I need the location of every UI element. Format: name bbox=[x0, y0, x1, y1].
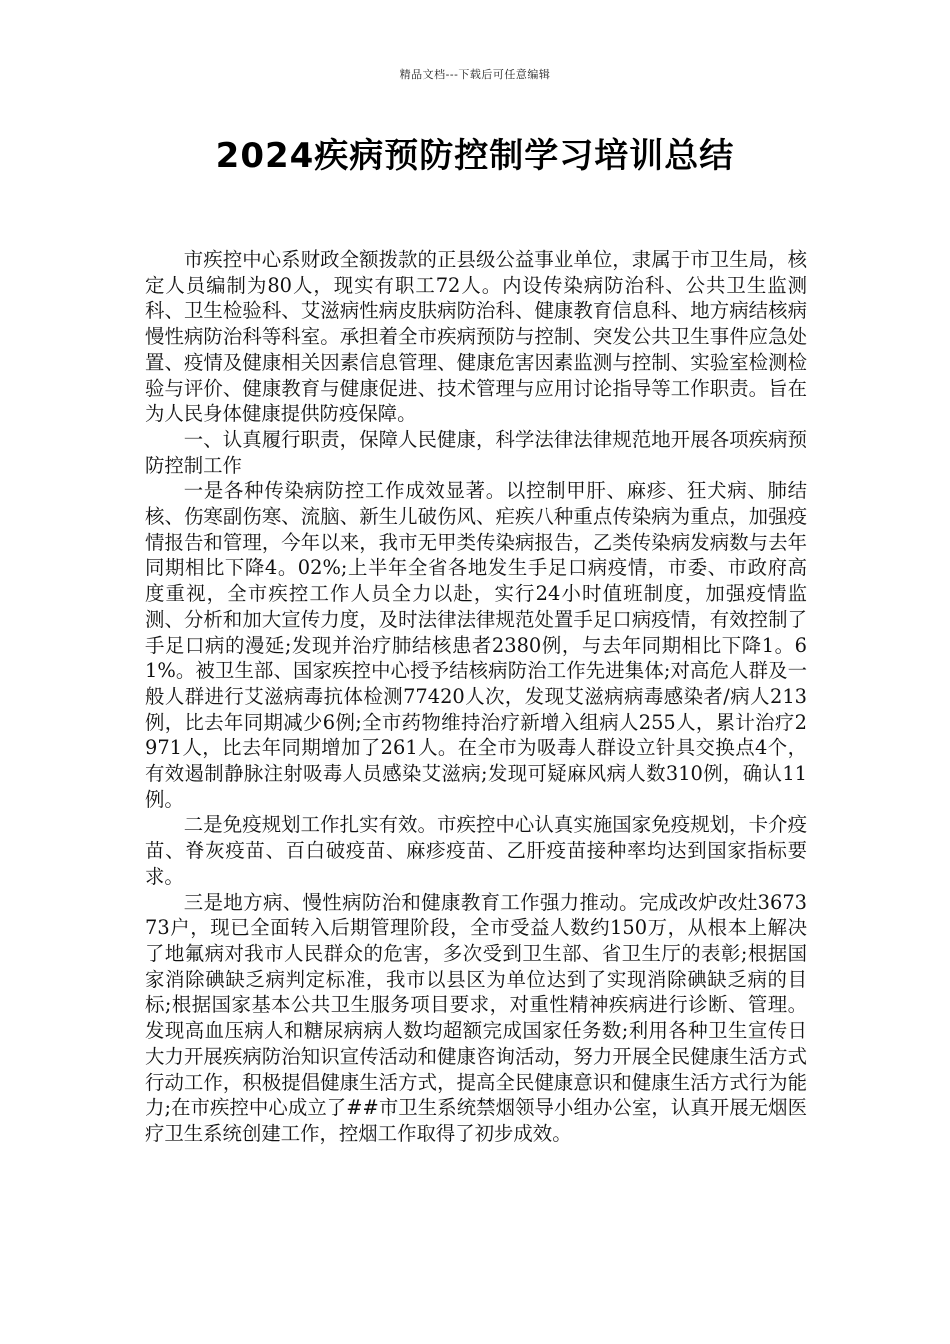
paragraph-section-heading: 一、认真履行职责，保障人民健康，科学法律法律规范地开展各项疾病预防控制工作 bbox=[145, 427, 807, 477]
paragraph-immunization: 二是免疫规划工作扎实有效。市疾控中心认真实施国家免疫规划，卡介疫苗、脊灰疫苗、百白破疫苗、麻疹疫苗、乙肝疫苗接种率均达到国家指标要求。 bbox=[145, 813, 807, 888]
paragraph-infectious-disease: 一是各种传染病防控工作成效显著。以控制甲肝、麻疹、狂犬病、肺结核、伤寒副伤寒、流脑、新生儿破伤风、疟疾八种重点传染病为重点，加强疫情报告和管理，今年以来，我市无甲类传染病报告，乙类传染病发病数与去年同期相比下降4。02%;上半年全省各地发生手足口病疫情，市委、市政府高度重视，全市疾控工作人员全力以赴，实行24小时值班制度，加强疫情监测、分析和加大宣传力度，及时法律法律规范处置手足口病疫情，有效控制了手足口病的漫延;发现并治疗肺结核患者2380例，与去年同期相比下降1。61%。被卫生部、国家疾控中心授予结核病防治工作先进集体;对高危人群及一般人群进行艾滋病毒抗体检测77420人次，发现艾滋病病毒感染者/病人213例，比去年同期减少6例;全市药物维持治疗新增入组病人255人，累计治疗2971人，比去年同期增加了261人。在全市为吸毒人群设立针具交换点4个，有效遏制静脉注射吸毒人员感染艾滋病;发现可疑麻风病人数310例，确认11例。 bbox=[145, 479, 807, 811]
document-body bbox=[145, 247, 807, 1147]
paragraph-chronic-disease: 三是地方病、慢性病防治和健康教育工作强力推动。完成改炉改灶367373户，现已全面转入后期管理阶段，全市受益人数约150万，从根本上解决了地氟病对我市人民群众的危害，多次受到卫生部、省卫生厅的表彰;根据国家消除碘缺乏病判定标准，我市以县区为单位达到了实现消除碘缺乏病的目标;根据国家基本公共卫生服务项目要求，对重性精神疾病进行诊断、管理。发现高血压病人和糖尿病病人数均超额完成国家任务数;利用各种卫生宣传日大力开展疾病防治知识宣传活动和健康咨询活动，努力开展全民健康生活方式行动工作，积极提倡健康生活方式，提高全民健康意识和健康生活方式行为能力;在市疾控中心成立了##市卫生系统禁烟领导小组办公室，认真开展无烟医疗卫生系统创建工作，控烟工作取得了初步成效。 bbox=[145, 890, 807, 1145]
paragraph-intro: 市疾控中心系财政全额拨款的正县级公益事业单位，隶属于市卫生局，核定人员编制为80人，现实有职工72人。内设传染病防治科、公共卫生监测科、卫生检验科、艾滋病性病皮肤病防治科、健康教育信息科、地方病结核病慢性病防治科等科室。承担着全市疾病预防与控制、突发公共卫生事件应急处置、疫情及健康相关因素信息管理、健康危害因素监测与控制、实验室检测检验与评价、健康教育与健康促进、技术管理与应用讨论指导等工作职责。旨在为人民身体健康提供防疫保障。 bbox=[145, 248, 807, 426]
header-note: 精品文档---下载后可任意编辑 bbox=[399, 68, 551, 81]
document-title: 2024疾病预防控制学习培训总结 bbox=[215, 136, 735, 176]
